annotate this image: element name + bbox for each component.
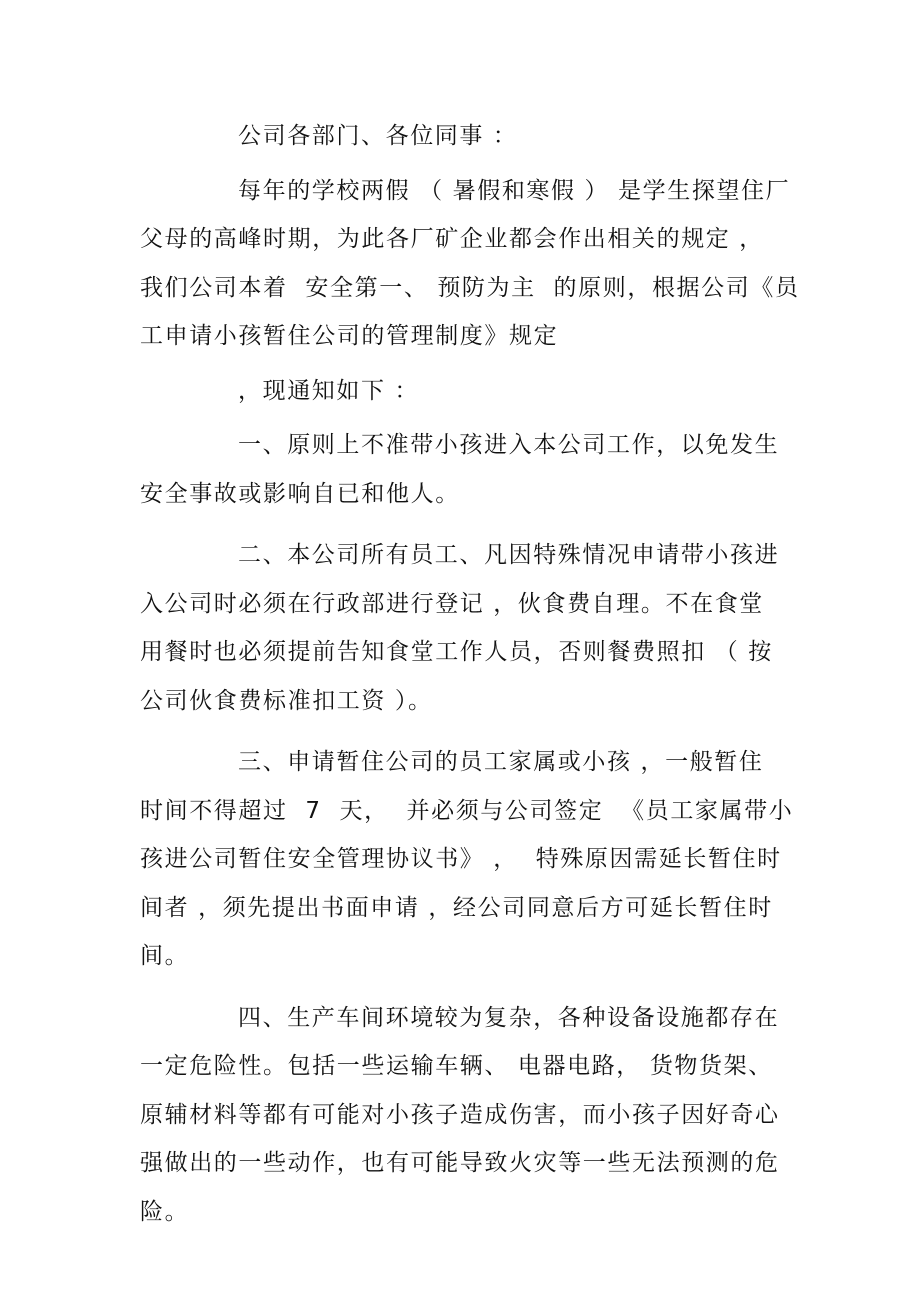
item-line: 三、申请暂住公司的员工家属或小孩 ，一般暂住 <box>238 749 764 775</box>
item-two <box>140 531 790 725</box>
item-line: 强做出的一些动作，也有可能导致火灾等一些无法预测的危 <box>140 1150 780 1176</box>
item-line: 用餐时也必须提前告知食堂工作人员，否则餐费照扣 （ 按 <box>140 639 773 665</box>
intro-paragraph <box>140 167 800 361</box>
item-line: 间者 ，须先提出书面申请 ，经公司同意后方可延长暂住时 <box>140 894 773 921</box>
notice-lead: ，现通知如下 ： <box>238 377 420 404</box>
intro-line: 每年的学校两假 （ 暑假和寒假 ） 是学生探望住厂 <box>238 177 791 204</box>
item-line: 公司伙食费标准扣工资 ）。 <box>140 687 433 714</box>
intro-line: 我们公司本着 安全第一、 预防为主 的原则，根据公司《员 <box>140 274 800 301</box>
item-line: 一定危险性。包括一些运输车辆、 电器电路， 货物货架、 <box>140 1053 773 1079</box>
intro-line: 父母的高峰时期，为此各厂矿企业都会作出相关的规定 ， <box>140 226 764 252</box>
intro-line: 工申请小孩暂住公司的管理制度》规定 <box>140 323 559 349</box>
salutation: 公司各部门、各位同事 ： <box>238 123 518 149</box>
item-line: 安全事故或影响自已和他人。 <box>140 480 460 507</box>
item-line: 四、生产车间环境较为复杂，各种设备设施都存在 <box>238 1004 780 1031</box>
item-four <box>140 994 790 1237</box>
item-line: 间。 <box>140 943 190 969</box>
item-three <box>140 738 794 981</box>
item-line: 孩进公司暂住安全管理协议书》 ， 特殊原因需延长暂住时 <box>140 846 782 872</box>
item-line: 时间不得超过 7 天， 并必须与公司签定 《员工家属带小 <box>140 797 794 824</box>
item-line: 二、本公司所有员工、凡因特殊情况申请带小孩进 <box>238 542 780 568</box>
item-line: 一、原则上不准带小孩进入本公司工作，以免发生 <box>238 432 780 458</box>
item-line: 原辅材料等都有可能对小孩子造成伤害，而小孩子因好奇心 <box>140 1101 780 1128</box>
item-line: 险。 <box>140 1198 190 1225</box>
document-body <box>140 112 800 1236</box>
item-one <box>140 421 790 518</box>
item-line: 入公司时必须在行政部进行登记 ，伙食费自理。不在食堂 <box>140 590 764 617</box>
